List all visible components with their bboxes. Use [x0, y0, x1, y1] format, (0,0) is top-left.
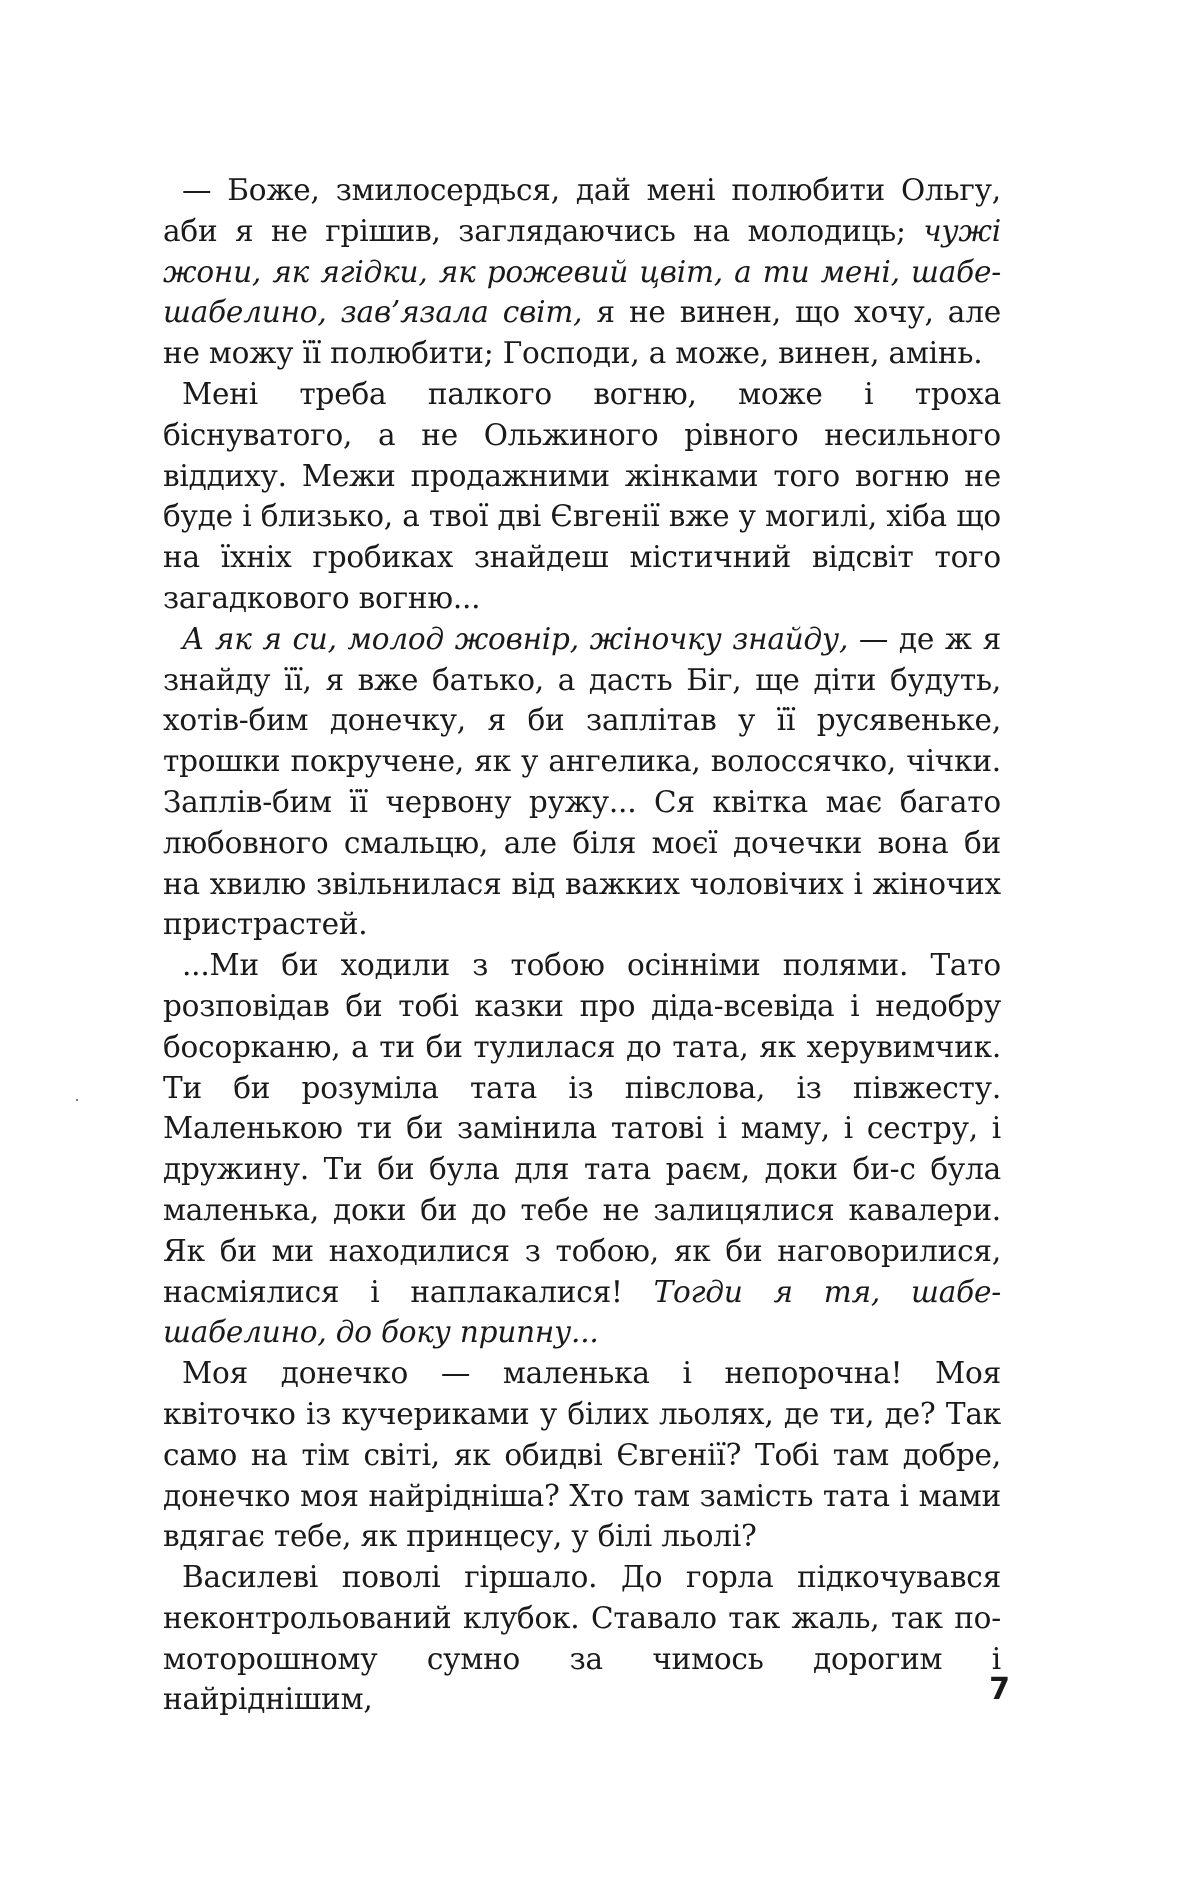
paragraph-4-segment-2-italic: Тогди я тя, шабе-шабелино, до боку припну... [163, 1274, 1001, 1350]
body-text [163, 170, 1001, 1720]
paragraph-2 [163, 374, 1001, 619]
paragraph-1-segment-3: я не винен, що хочу, але не можу її полюбити; Господи, а може, винен, амінь. [163, 295, 1001, 371]
paragraph-1-segment-2-italic: чужі жони, як ягідки, як рожевий цвіт, а ти мені, шабе-шабелино, зав’язала світ, [163, 213, 1001, 330]
paragraph-6 [163, 1557, 1001, 1720]
scan-speck [76, 1099, 78, 1101]
paragraph-3-segment-1-italic: А як я си, молод жовнір, жіночку знайду, [182, 621, 849, 656]
paragraph-5-segment-1: Моя донечко — маленька і непорочна! Моя квіточко із кучериками у білих льолях, де ти, де? Так само на тім світі, як обидві Євгенії? Тобі там добре, донечко моя найрідніша? Хто там замість тата і мами вдягає тебе, як принцесу, у білі льолі? [163, 1356, 1001, 1554]
paragraph-4-segment-1: ...Ми би ходили з тобою осінніми полями. Тато розповідав би тобі казки про діда-всевіда і недобру босорканю, а ти би тулилася до тата, як херувимчик. Ти би розуміла тата із півслова, із півжесту. Маленькою ти би замінила татові і маму, і сестру, і дружину. Ти би була для тата раєм, доки би-с була маленька, доки би до тебе не залицялися кавалери. Як би ми находилися з тобою, як би наговорилися, насміялися і наплакалися! [163, 948, 1001, 1309]
paragraph-2-segment-1: Мені треба палкого вогню, може і троха біснуватого, а не Ольжиного рівного несильного віддиху. Межи продажними жінками того вогню не буде і близько, а твої дві Євгенії вже у могилі, хіба що на їхніх гробиках знайдеш містичний відсвіт того загадкового вогню... [163, 376, 1001, 615]
paragraph-1-segment-1: — Боже, змилосердься, дай мені полюбити Ольгу, аби я не грішив, заглядаючись на молодиць; [163, 173, 1001, 248]
paragraph-1 [163, 170, 1001, 374]
paragraph-4 [163, 945, 1001, 1353]
paragraph-3 [163, 619, 1001, 945]
page-number: 7 [989, 1672, 1010, 1707]
paragraph-5 [163, 1353, 1001, 1557]
paragraph-6-segment-1: Василеві поволі гіршало. До горла підкочувався неконтрольований клубок. Ставало так жаль, так по-моторошному сумно за чимось дорогим і найріднішим, [163, 1560, 1001, 1717]
paragraph-3-segment-2: — де ж я знайду її, я вже батько, а дасть Біг, ще діти будуть, хотів-бим донечку, я би заплітав у її русявеньке, трошки покручене, як у ангелика, волоссячко, чічки. Заплів-бим її червону ружу... Ся квітка має багато любовного смальцю, але біля моєї дочечки вона би на хвилю звільнилася від важких чоловічих і жіночих пристрастей. [163, 621, 1001, 942]
